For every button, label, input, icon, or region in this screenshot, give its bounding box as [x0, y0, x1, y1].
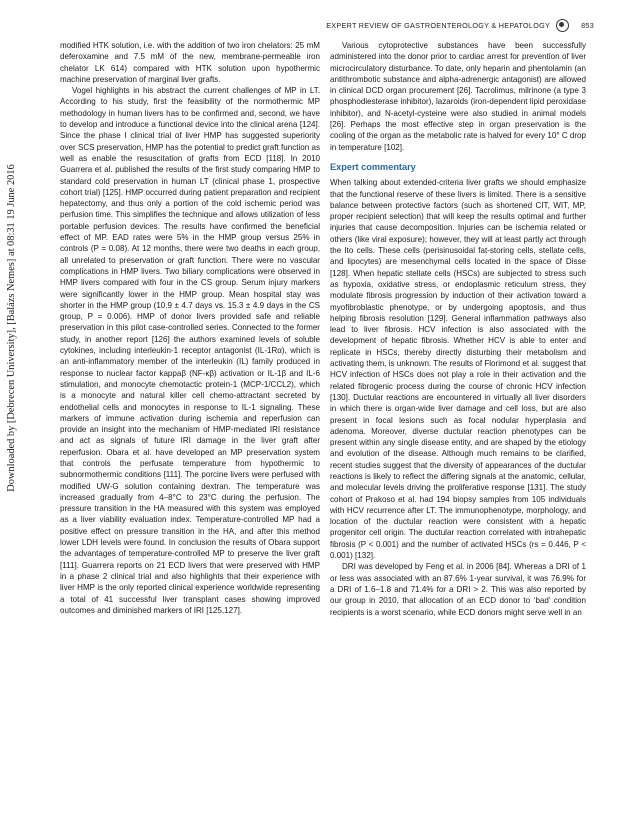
- paragraph: When talking about extended-criteria liver grafts we should emphasize that the functional reserve of these livers is limited. There is a sensitive balance between protective factors (such as shortened CIT, WIT, MP, proper recipient selection) that will keep the results optimal and further injuries that cause decomposition. Injuries can be ischemia related or others (like viral exposure); however, they will at least partly act through the Ito cells. These cells (perisinusoidal fat-storing cells, stellate cells, and lipocytes) are mesenchymal cells located in the space of Disse [128]. When hepatic stellate cells (HSCs) are subjected to stress such as hypoxia, oxidative stress, or endoplasmic reticulum stress, they modulate fibrosis progression by induction of their activation toward a myofibroblastic phenotype, or by undergoing apoptosis, and thus helping fibrosis resolution [129]. General inflammation pathways also lead to liver fibrosis. HCV infection is also associated with the development of hepatic fibrosis. Whether HCV is able to enter and replicate in HSCs, thereby directly disturbing their metabolism and activating them, is unknown. The results of Florimond et al. suggest that HCV infection of HSCs does not play a role in their activation and the related fibrogenic process during the course of chronic HCV infection [130]. Ductular reactions are encountered in virtually all liver disorders in which there is organ-wide liver damage and cell loss, but are also present in focal lesions such as focal nodular hyperplasia and adenoma. Moreover, diverse ductular reaction phenotypes can be present within any single disease entity, and are shaped by the etiology and evolution of the disease. Although much remains to be clarified, recent studies suggest that the diversity of appearances of the ductular reactions is likely to reflect the differing signals at the anatomic, cellular, and molecular levels driving the proliferative response [131]. The study cohort of Prakoso et al. had 194 biopsy samples from 105 individuals with HCV recurrence after LT. The immunophenotype, morphology, and location of the ductular reaction were consistent with a hepatic progenitor cell origin. The ductular reaction correlated with intrahepatic fibrosis (P < 0.001) and the number of activated HSCs (rs = 0.446, P < 0.001) [132].: [330, 178, 586, 561]
- journal-title: EXPERT REVIEW OF GASTROENTEROLOGY & HEPATOLOGY: [326, 21, 551, 30]
- running-header: [326, 19, 594, 32]
- paragraph: Various cytoprotective substances have been successfully administered into the donor prior to cardiac arrest for prevention of liver microcirculatory disturbance. To date, only heparin and phentolamin (an antithrombotic substance and alpha-adrenergic antagonist) are allowed in clinical DCD organ procurement [26]. Tacrolimus, milrinone (a type 3 phosphodiesterase inhibitor), lazaroids (iron-dependent lipid peroxidase inhibitor), and N-acetyl-cysteine were also studied in animal models [26]. Perhaps the most effective step in organ preservation is the cooling of the organ as the metabolic rate is halved for every 10° C drop in temperature [102].: [330, 41, 586, 152]
- page-number: 853: [581, 21, 594, 30]
- paragraph: DRI was developed by Feng et al. in 2006 [84]. Whereas a DRI of 1 or less was associated with an 87.6% 1-year survival, it was 76.9% for a DRI of 1.6–1.8 and 71.4% for a DRI > 2. This was also reported by our group in 2010, that allocation of an ECD donor to ‘bad’ condition recipients is a worst scenario, while ECD donors might serve well in an: [330, 562, 586, 617]
- right-column: [330, 40, 586, 618]
- download-watermark: Downloaded by [Debrecen University], [Balázs Nemes] at 08:31 19 June 2016: [6, 164, 17, 492]
- paragraph: Vogel highlights in his abstract the current challenges of MP in LT. According to his study, first the feasibility of the normothermic MP methodology in human livers has to be confirmed and, second, we have to develop and introduce a functional device into the clinical arena [124]. Since the phase I clinical trial of liver HMP has suggested superiority over SCS preservation, HMP has the potential to predict graft function as well as enable the resuscitation of grafts from ECD [118]. In 2010 Guarrera et al. published the results of the first study comparing HMP to standard cold preservation in human LT (clinical phase 1, prospective cohort trial) [125]. HMP occurred during patient preparation and recipient hepatectomy, and thus only a portion of the cold ischemic period was perfusion time. This simplifies the technique and allows utilization of less portable perfusion devices. The results have confirmed the beneficial effect of MP. EAD rates were 5% in the HMP group versus 25% in controls (P = 0.08). At 12 months, there were two deaths in each group, all unrelated to preservation or graft function. There were no vascular complications in HMP livers. Two biliary complications were observed in HMP livers compared with four in the CS group. Serum injury markers were significantly lower in the HMP group. Mean hospital stay was shorter in the HMP group (10.9 ± 4.7 days vs. 15.3 ± 4.9 days in the CS group, P = 0.006). HMP of donor livers provided safe and reliable preservation in this pilot case-controlled series. Connected to the former study, in another report [126] the authors examined levels of soluble cytokines, including interleukin-1 receptor antagonist (IL-1Rα), which is an anti-inflammatory member of the interleukin (IL) family produced in response to nuclear factor kappaβ (NF-κβ) activation or IL-1β and IL-6 stimulation, and monocyte chemotactic protein-1 (MCP-1/CCL2), which is a monocyte and natural killer cell chemo-attractant secreted by endothelial cells and monocytes in response to IL-1 signaling. These markers of immune activation during ischemia and reperfusion can provide an insight into the mechanism of HMP-mediated IRI resistance and act as signals of future IRI damage in the liver graft after reperfusion. Obara et al. have developed an MP preservation system that controls the perfusate temperature from hypothermic to subnormothermic conditions [111]. The porcine livers were perfused with modified UW-G solution containing dextran. The temperature was increased gradually from 4–8°C to 23°C during the perfusion. The pressure transition in the HA measured with this system was employed as a liver viability evaluation index. Temperature-controlled MP had a positive effect on pressure transition in the HA, and after this method lower LDH levels were found. In conclusion the results of Obara support the advantages of temperature-controlled MP to preserve the liver graft [111]. Guarrera reports on 21 ECD livers that were preserved with HMP in a phase 2 clinical trial and also highlights that their experience with liver HMP is the only reported clinical experience worldwide representing a total of 41 successful liver transplant cases showing improved outcomes and diminished markers of IRI [125,127].: [60, 86, 320, 615]
- left-column: [60, 40, 320, 616]
- section-heading: Expert commentary: [330, 161, 416, 172]
- paragraph: modified HTK solution, i.e. with the addition of two iron chelators: 25 mM deferoxamine and 7.5 mM of the new, membrane-permeable iron chelator LK 614) compared with HTK solution upon hypothermic machine preservation of marginal liver grafts.: [60, 41, 320, 84]
- journal-logo-icon: [556, 19, 569, 32]
